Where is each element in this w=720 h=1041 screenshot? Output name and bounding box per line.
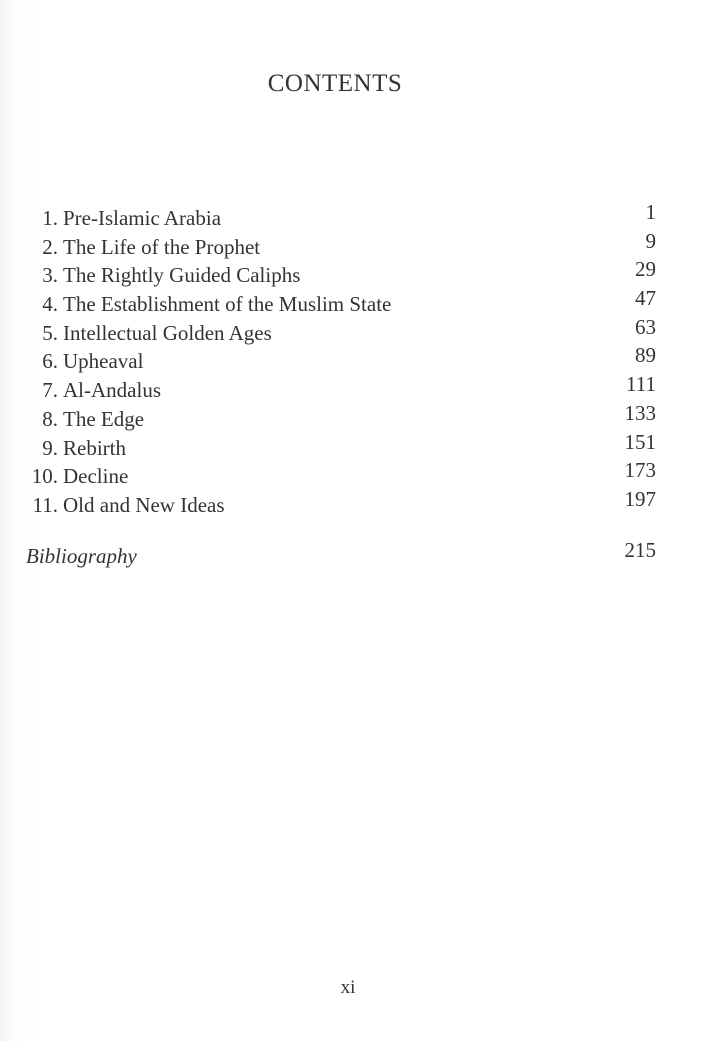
chapter-title: The Rightly Guided Caliphs xyxy=(63,263,301,288)
chapter-number: 3. xyxy=(42,263,58,288)
chapter-title: Old and New Ideas xyxy=(63,492,225,517)
chapter-title: The Edge xyxy=(63,406,145,431)
bibliography-label: Bibliography xyxy=(26,544,137,568)
page-number: 9 xyxy=(645,228,656,253)
chapter-number: 7. xyxy=(42,378,58,403)
chapter-title: Intellectual Golden Ages xyxy=(63,320,272,345)
toc-entry xyxy=(24,257,656,290)
chapter-number: 9. xyxy=(42,435,58,460)
page-number: 133 xyxy=(624,400,656,425)
toc-entry xyxy=(24,286,656,319)
toc-entry xyxy=(24,228,656,262)
toc-entry xyxy=(24,400,656,434)
chapter-number: 2. xyxy=(42,234,58,259)
page-number: 1 xyxy=(645,200,656,224)
bibliography-page-number: 215 xyxy=(624,538,656,562)
table-of-contents xyxy=(24,200,656,520)
page-number: 173 xyxy=(624,458,656,483)
toc-entry xyxy=(24,458,656,491)
chapter-title: The Establishment of the Muslim State xyxy=(63,292,392,317)
chapter-title: Pre-Islamic Arabia xyxy=(63,206,222,230)
chapter-number: 4. xyxy=(42,292,58,317)
toc-entry xyxy=(24,314,656,348)
page-number: 29 xyxy=(635,257,656,282)
chapter-title: Upheaval xyxy=(63,349,144,374)
toc-entry xyxy=(24,200,656,233)
chapter-number: 5. xyxy=(42,320,58,345)
toc-entry xyxy=(24,486,656,520)
page-number: 111 xyxy=(626,372,656,397)
page-number: 47 xyxy=(635,286,656,311)
chapter-number: 11. xyxy=(32,492,58,517)
page-folio: xi xyxy=(340,977,356,998)
chapter-number: 10. xyxy=(31,464,58,489)
chapter-title: The Life of the Prophet xyxy=(63,234,261,259)
chapter-number: 1. xyxy=(42,206,58,230)
chapter-title: Decline xyxy=(63,464,129,489)
toc-entry xyxy=(24,429,656,463)
toc-entry xyxy=(24,372,656,405)
chapter-number: 8. xyxy=(42,406,58,431)
page-number: 63 xyxy=(635,314,656,339)
bibliography-entry xyxy=(24,538,656,571)
chapter-number: 6. xyxy=(42,349,58,374)
page-number: 197 xyxy=(624,486,656,511)
chapter-title: Rebirth xyxy=(63,435,126,460)
page-number: 151 xyxy=(624,429,656,454)
chapter-title: Al-Andalus xyxy=(63,378,161,403)
page-number: 89 xyxy=(635,343,656,368)
toc-entry xyxy=(24,343,656,376)
contents-heading: CONTENTS xyxy=(267,70,403,97)
